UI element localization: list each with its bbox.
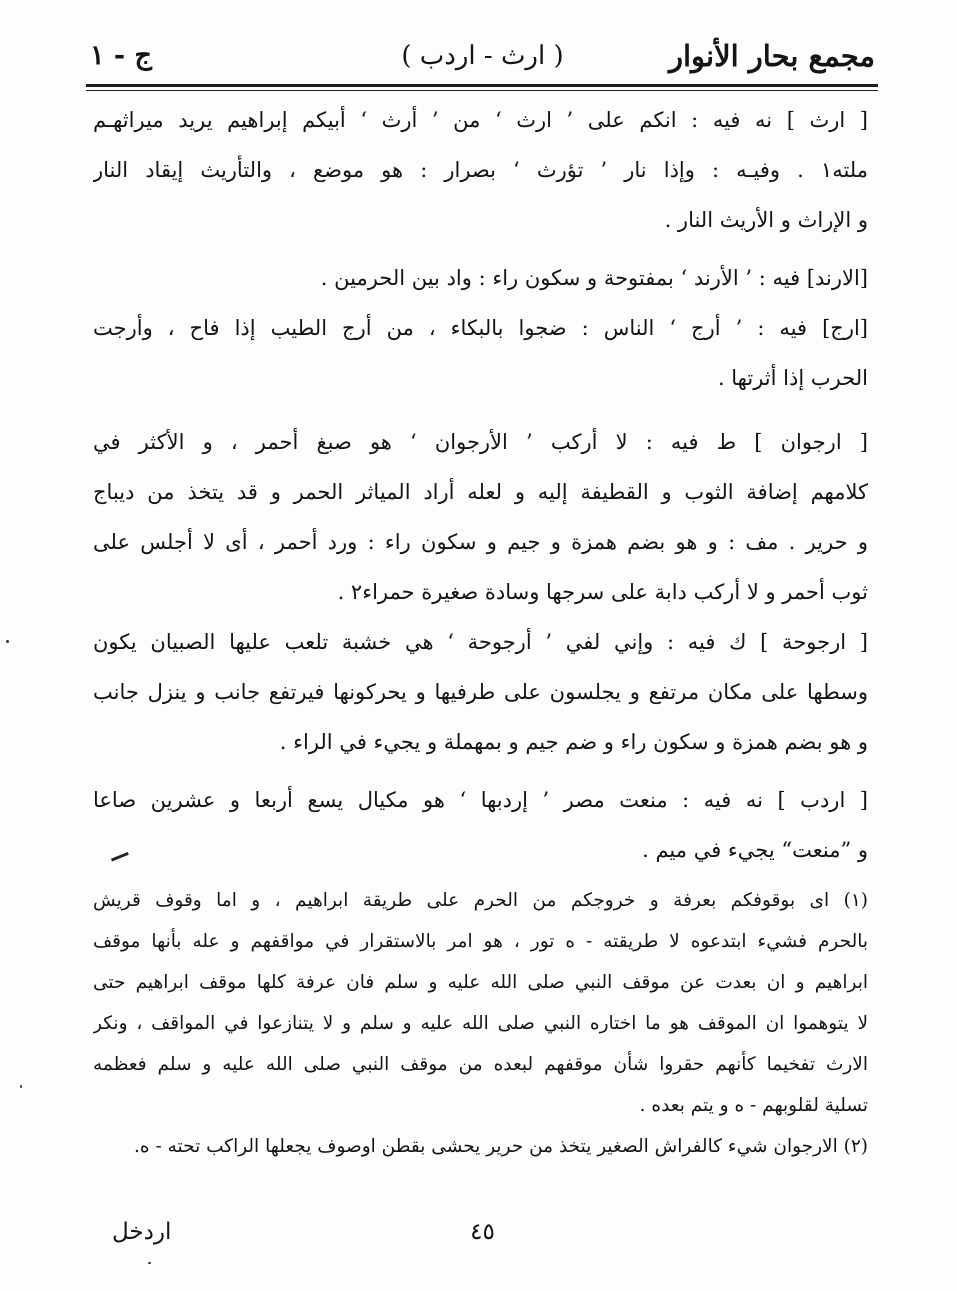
text-line: وسطها على مكان مرتفع و يجلسون على طرفيها و يحركونها فيرتفع جانب و ينزل جانب: [93, 680, 868, 704]
text-line: و هو بضم همزة و سكون راء و ضم جيم و بمهملة و يجيء في الراء .: [279, 730, 868, 754]
catchword: اردخل: [112, 1219, 172, 1245]
footnote-line: (٢) الارجوان شيء كالفراش الصغير يتخذ من حرير يحشى بقطن اوصوف يجعلها الراكب تحته - ه.: [134, 1136, 868, 1157]
text-line: [الارند] فيه : ’ الأرند ‘ بمفتوحة و سكون راء : واد بين الحرمين .: [320, 266, 868, 290]
entry-arj: [93, 303, 868, 403]
main-text: [93, 95, 868, 875]
page-footer: [90, 1212, 875, 1252]
text-line: [ ارجوان ] ط فيه : لا أركب ’ الأرجوان ‘ هو صبغ أحمر ، و الأكثر في: [93, 430, 868, 454]
text-line: [ اردب ] نه فيه : منعت مصر ’ إردبها ‘ هو مكيال يسع أربعا و عشرين صاعا: [93, 788, 868, 812]
text-line: [ ارجوحة ] ك فيه : وإني لفي ’ أرجوحة ‘ هي خشبة تلعب عليها الصبيان يكون: [93, 630, 868, 654]
book-title: مجمع بحار الأنوار: [669, 39, 875, 73]
header-rule-thick: [86, 84, 878, 87]
footnote-1: [93, 880, 868, 1126]
text-line: كلامهم إضافة الثوب و القطيفة إليه و لعله أراد المياثر الحمر و قد يتخذ من ديباج: [93, 480, 868, 504]
entry-range: ( ارث - اردب ): [401, 41, 564, 71]
footnote-line: بالحرم فشيء ابتدعوه لا طريقته - ه تور ، هو امر بالاستقرار في مواقفهم و عله بأنها موقف: [93, 931, 868, 952]
text-line: الحرب إذا أثرتها .: [717, 366, 868, 390]
scan-speck: [6, 640, 9, 643]
text-line: [ ارث ] نه فيه : انكم على ’ ارث ‘ من ’ أرث ‘ أبيكم إبراهيم يريد ميراثهـم: [93, 108, 868, 132]
footnote-line: لا يتوهموا ان الموقف هو ما اختاره النبي صلى الله عليه و سلم و لا يتنازعوا في المواقف ، ونكر: [93, 1013, 868, 1034]
text-line: و ”منعت“ يجيء في ميم .: [642, 838, 868, 862]
text-line: ملته١ . وفيـه : وإذا نار ’ تؤرث ‘ بصرار : هو موضع ، والتأريث إيقاد النار: [93, 158, 868, 182]
text-line: و حرير . مف : و هو بضم همزة و جيم و سكون راء : ورد أحمر ، أى لا أجلس على: [93, 530, 868, 554]
footnote-line: تسلية لقلوبهم - ه و يتم بعده .: [639, 1095, 868, 1116]
entry-urjuwan: [93, 417, 868, 617]
scan-speck: [20, 1085, 22, 1088]
text-line: [ارج] فيه : ’ أرج ‘ الناس : ضجوا بالبكاء ، من أرج الطيب إذا فاح ، وأرجت: [93, 316, 868, 340]
running-header: [90, 30, 875, 80]
header-rule-thin: [86, 90, 878, 91]
footnote-line: الارث تفخيما كأنهم حقروا شأن موقفهم لبعده من موقف النبي صلى الله عليه و سلم فعظمه: [93, 1054, 868, 1075]
volume-number: ج - ١: [90, 40, 152, 71]
page-number: ٤٥: [470, 1219, 495, 1245]
footnote-line: ابراهيم و ان بعدت عن موقف النبي صلى الله عليه و سلم فان عرفة كلها موقف ابراهيم حتى: [93, 972, 868, 993]
entry-urjuha: [93, 617, 868, 767]
entry-arand: [93, 253, 868, 303]
entry-irth: [93, 95, 868, 245]
footnote-line: (١) اى بوقوفكم بعرفة و خروجكم من الحرم على طريقة ابراهيم ، و اما وقوف قريش: [93, 890, 868, 911]
footnote-2: [93, 1126, 868, 1167]
footnotes: [93, 880, 868, 1167]
text-line: ثوب أحمر و لا أركب دابة على سرجها وسادة صغيرة حمراء٢ .: [337, 580, 868, 604]
text-line: و الإراث و الأريث النار .: [664, 208, 868, 232]
scan-speck: [148, 1262, 151, 1264]
entry-irdabb: [93, 775, 868, 875]
